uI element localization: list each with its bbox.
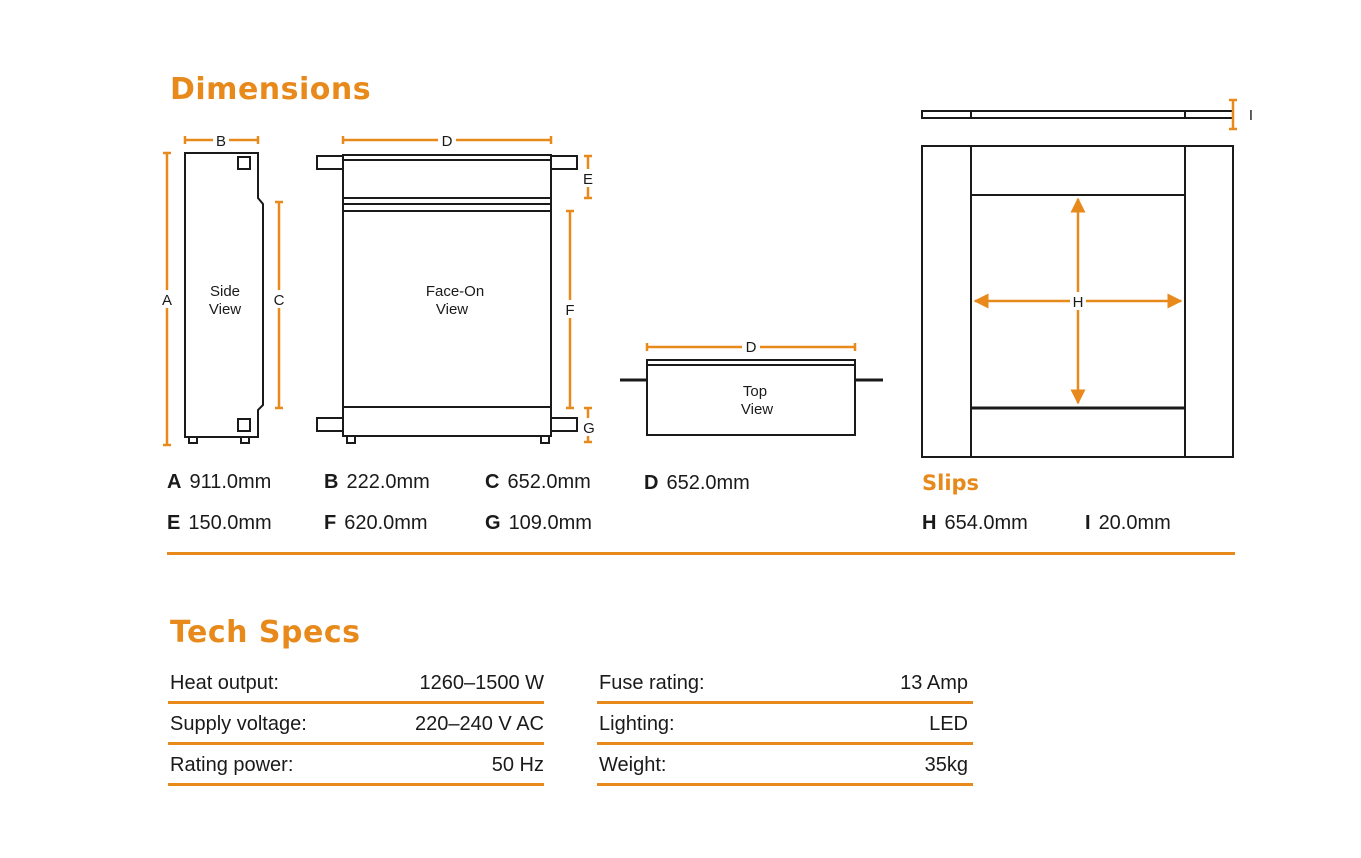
dim-d: D 652.0mm [644,472,750,494]
spec-label: Rating power: [170,754,294,776]
spec-row-heat-output [168,663,544,704]
spec-value: 220–240 V AC [415,713,544,735]
spec-row-weight [597,745,973,786]
spec-value: 1260–1500 W [419,672,544,694]
spec-row-fuse-rating [597,663,973,704]
dim-c: C 652.0mm [485,471,591,493]
spec-row-rating-power [168,745,544,786]
marker-d-top: D [745,339,757,356]
spec-value: LED [929,713,968,735]
side-view-label-2: View [208,301,242,318]
dim-i: I 20.0mm [1085,512,1171,534]
marker-i: I [1248,107,1254,124]
tech-specs-heading: Tech Specs [170,615,361,650]
spec-value: 13 Amp [900,672,968,694]
dim-f: F 620.0mm [324,512,428,534]
dim-b: B 222.0mm [324,471,430,493]
dim-h: H 654.0mm [922,512,1028,534]
side-view-label-1: Side [209,283,241,300]
dimensions-divider [167,552,1235,555]
face-view-label-1: Face-On [425,283,485,300]
spec-row-supply-voltage [168,704,544,745]
dim-a: A 911.0mm [167,471,272,493]
marker-a: A [161,292,173,309]
marker-h: H [1072,294,1084,311]
marker-c: C [273,292,285,309]
marker-e: E [582,171,594,188]
dim-e: E 150.0mm [167,512,272,534]
spec-label: Heat output: [170,672,279,694]
spec-row-lighting [597,704,973,745]
spec-label: Supply voltage: [170,713,307,735]
spec-value: 35kg [924,754,968,776]
top-view-label-1: Top [742,383,768,400]
marker-f: F [565,302,575,319]
marker-b: B [215,133,227,150]
dim-line-i [1229,100,1237,129]
face-view-label-2: View [435,301,469,318]
slips-heading: Slips [922,471,980,495]
dim-g: G 109.0mm [485,512,592,534]
slips-top-strip [922,111,1233,118]
marker-g: G [583,420,595,437]
spec-label: Fuse rating: [599,672,705,694]
top-view-label-2: View [740,401,774,418]
spec-value: 50 Hz [491,754,544,776]
dimensions-heading: Dimensions [170,72,372,107]
marker-d-face: D [441,133,453,150]
spec-label: Weight: [599,754,667,776]
spec-label: Lighting: [599,713,675,735]
